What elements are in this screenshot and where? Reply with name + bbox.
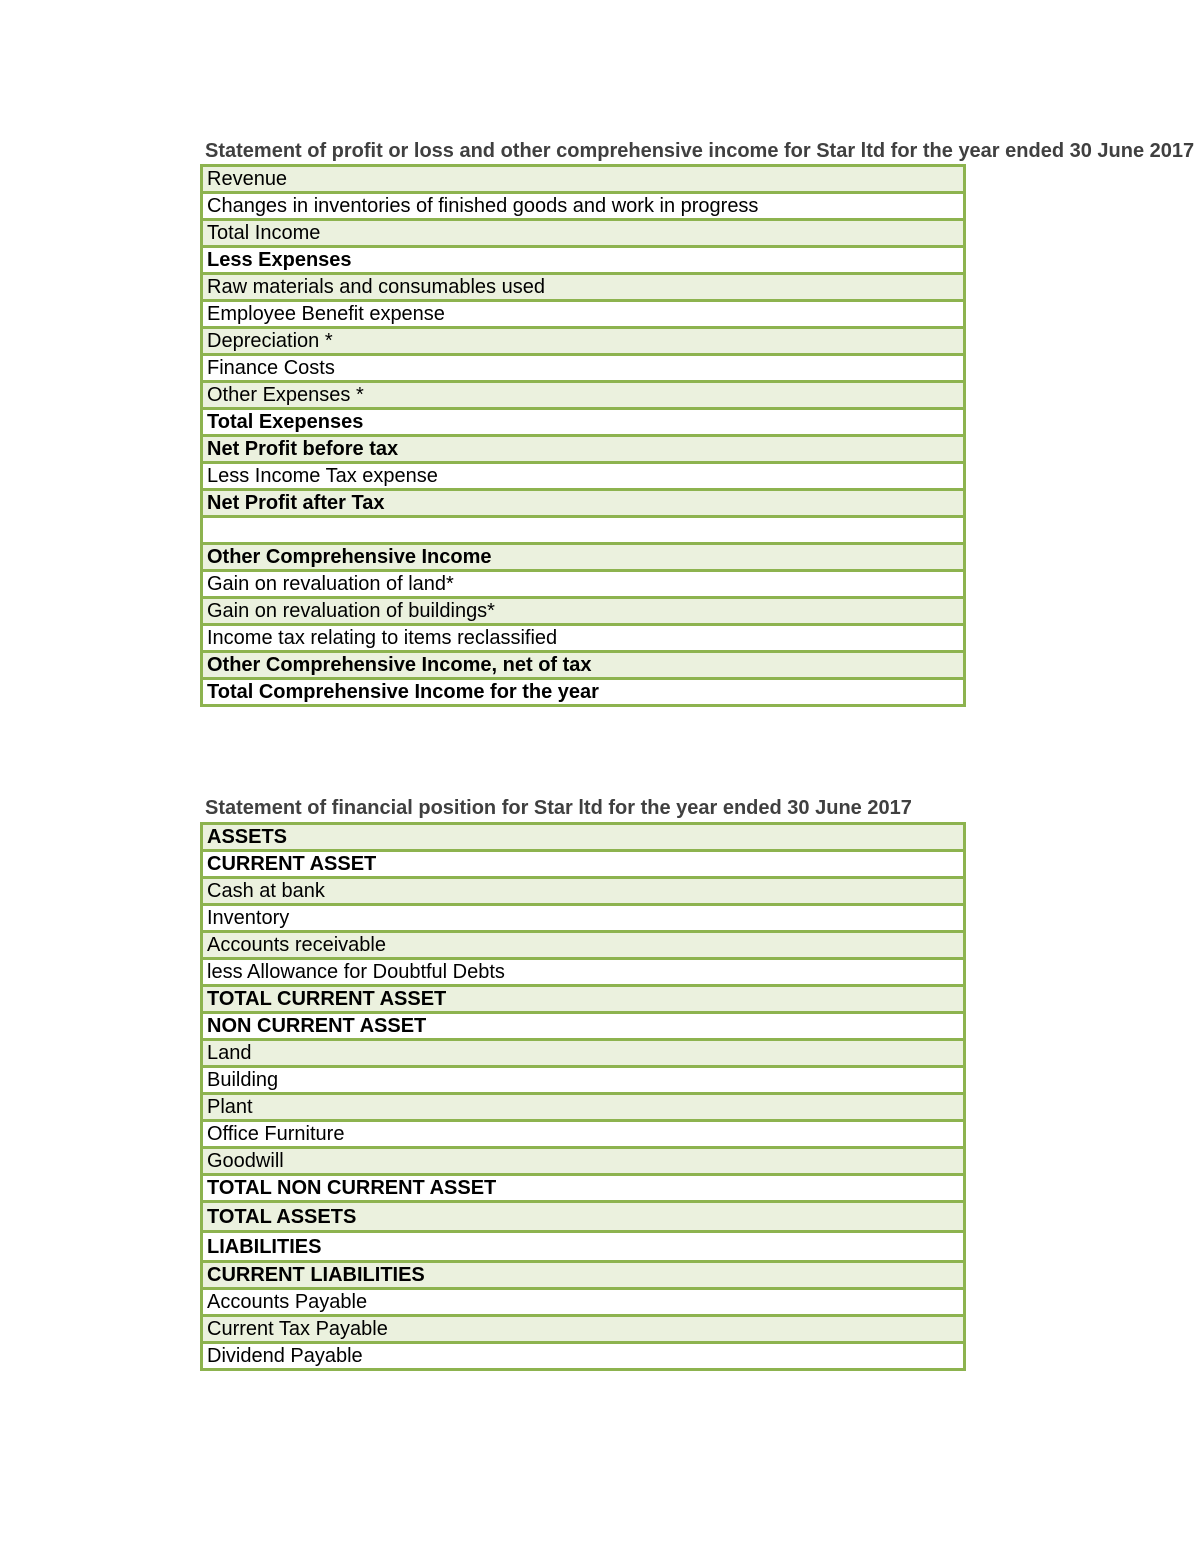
table-row <box>202 679 965 706</box>
row-label: ASSETS <box>202 824 965 851</box>
table-row <box>202 463 965 490</box>
row-label: Current Tax Payable <box>202 1316 965 1343</box>
table-row <box>202 625 965 652</box>
row-label: Inventory <box>202 905 965 932</box>
row-label: Raw materials and consumables used <box>202 274 965 301</box>
table-row-empty <box>202 517 965 544</box>
table-row <box>202 851 965 878</box>
table-row <box>202 986 965 1013</box>
row-label: Office Furniture <box>202 1121 965 1148</box>
row-label <box>202 517 965 544</box>
table-row <box>202 1343 965 1370</box>
row-label: Other Comprehensive Income, net of tax <box>202 652 965 679</box>
table-row <box>202 1121 965 1148</box>
table-row <box>202 328 965 355</box>
table-row <box>202 932 965 959</box>
row-label: Net Profit before tax <box>202 436 965 463</box>
row-label: TOTAL NON CURRENT ASSET <box>202 1175 965 1202</box>
table-row <box>202 490 965 517</box>
row-label: TOTAL CURRENT ASSET <box>202 986 965 1013</box>
table-row <box>202 1094 965 1121</box>
table-row <box>202 1067 965 1094</box>
row-label: Revenue <box>202 166 965 193</box>
table-row <box>202 571 965 598</box>
table-row <box>202 878 965 905</box>
table-row <box>202 959 965 986</box>
table-row <box>202 193 965 220</box>
table-row <box>202 382 965 409</box>
row-label: Total Comprehensive Income for the year <box>202 679 965 706</box>
row-label: Income tax relating to items reclassified <box>202 625 965 652</box>
table-row <box>202 166 965 193</box>
table-row <box>202 1289 965 1316</box>
income-statement-table <box>200 164 966 707</box>
row-label: Land <box>202 1040 965 1067</box>
table-row <box>202 544 965 571</box>
table-row <box>202 1148 965 1175</box>
row-label: Other Expenses * <box>202 382 965 409</box>
row-label: CURRENT LIABILITIES <box>202 1262 965 1289</box>
table-row <box>202 1013 965 1040</box>
row-label: Plant <box>202 1094 965 1121</box>
row-label: Accounts Payable <box>202 1289 965 1316</box>
row-label: TOTAL ASSETS <box>202 1202 965 1232</box>
row-label: Other Comprehensive Income <box>202 544 965 571</box>
table-row <box>202 598 965 625</box>
row-label: Dividend Payable <box>202 1343 965 1370</box>
row-label: Building <box>202 1067 965 1094</box>
table-row <box>202 409 965 436</box>
table-row <box>202 1262 965 1289</box>
row-label: LIABILITIES <box>202 1232 965 1262</box>
table-row <box>202 355 965 382</box>
row-label: less Allowance for Doubtful Debts <box>202 959 965 986</box>
table-row <box>202 301 965 328</box>
table-row <box>202 274 965 301</box>
row-label: Gain on revaluation of buildings* <box>202 598 965 625</box>
table-row <box>202 824 965 851</box>
row-label: Employee Benefit expense <box>202 301 965 328</box>
row-label: Depreciation * <box>202 328 965 355</box>
table-row <box>202 1040 965 1067</box>
income-statement-title: Statement of profit or loss and other comprehensive income for Star ltd for the year ended 30 June 2017 <box>205 140 1195 162</box>
table-row <box>202 436 965 463</box>
table-row <box>202 1175 965 1202</box>
row-label: Net Profit after Tax <box>202 490 965 517</box>
row-label: Less Expenses <box>202 247 965 274</box>
table-row <box>202 1202 965 1232</box>
row-label: Total Exepenses <box>202 409 965 436</box>
row-label: Gain on revaluation of land* <box>202 571 965 598</box>
financial-position-rows <box>202 824 965 1370</box>
row-label: Total Income <box>202 220 965 247</box>
row-label: Less Income Tax expense <box>202 463 965 490</box>
table-row <box>202 247 965 274</box>
table-row <box>202 905 965 932</box>
row-label: Changes in inventories of finished goods and work in progress <box>202 193 965 220</box>
row-label: NON CURRENT ASSET <box>202 1013 965 1040</box>
income-statement-rows <box>202 166 965 706</box>
row-label: Finance Costs <box>202 355 965 382</box>
row-label: CURRENT ASSET <box>202 851 965 878</box>
row-label: Cash at bank <box>202 878 965 905</box>
row-label: Accounts receivable <box>202 932 965 959</box>
financial-position-title: Statement of financial position for Star ltd for the year ended 30 June 2017 <box>205 797 912 819</box>
table-row <box>202 1316 965 1343</box>
row-label: Goodwill <box>202 1148 965 1175</box>
table-row <box>202 1232 965 1262</box>
table-row <box>202 652 965 679</box>
table-row <box>202 220 965 247</box>
financial-position-table <box>200 822 966 1371</box>
